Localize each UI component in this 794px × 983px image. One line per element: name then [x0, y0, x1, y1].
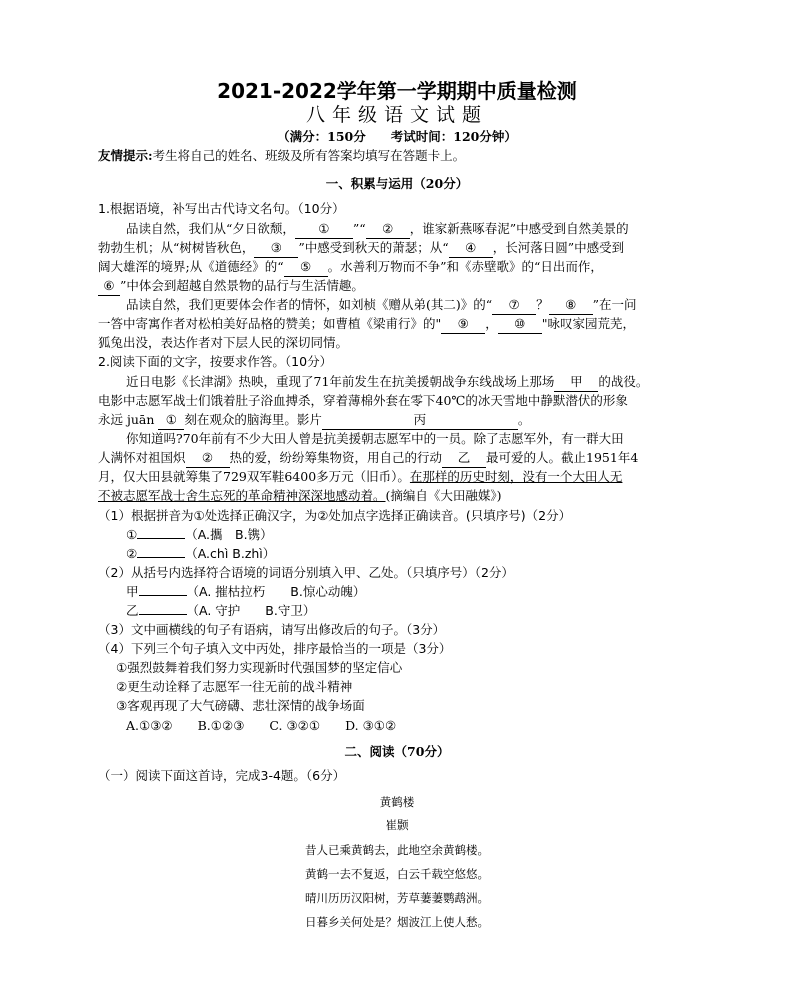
answer-options: （A.chì B.zhì） — [185, 546, 276, 561]
answer-blank-1: ① — [295, 220, 353, 239]
q2-sub-4: （4）下列三个句子填入文中丙处，排序最恰当的一项是（3分） — [98, 641, 452, 656]
q1-text: 阔大雄浑的境界;从《道德经》的“ — [98, 259, 284, 274]
q2-text: 月，仅大田县就筹集了729双军鞋6400多万元（旧币）。 — [98, 469, 410, 484]
answer-blank — [137, 557, 185, 558]
q1-line-6 — [98, 315, 635, 334]
q2-line-7 — [98, 487, 502, 505]
answer-label: ② — [126, 546, 138, 561]
option-sentence-3: ③客观再现了大气磅礴、悲壮深情的战争场面 — [116, 698, 365, 713]
answer-blank-9: ⑨ — [441, 315, 485, 334]
underlined-sentence: 在那样的历史时刻，没有一个大田人无 — [409, 469, 623, 484]
q2-text: 近日电影《长津湖》热映，重现了71年前发生在抗美援朝战争东线战场上那场 — [126, 374, 555, 389]
q1-text: ”中感受到秋天的萧瑟；从“ — [298, 240, 449, 255]
answer-blank-2: ② — [366, 220, 410, 239]
q2-line-4: 你知道吗?70年前有不少大田人曾是抗美援朝志愿军中的一员。除了志愿军外，有一群大田 — [126, 431, 624, 446]
tip-label: 友情提示: — [98, 148, 153, 163]
q2-stem: 2.阅读下面的文字，按要求作答。（10分） — [98, 354, 333, 369]
q2-text: 人满怀对祖国炽 — [98, 450, 186, 465]
q1-text: ，谁家新燕啄春泥”中感受到自然美景的 — [409, 221, 629, 236]
q2-text: 。 — [517, 412, 531, 427]
reading-intro: （一）阅读下面这首诗，完成3-4题。（6分） — [98, 768, 346, 783]
answer-blank-6: ⑥ — [98, 277, 120, 296]
q1-text: 一答中寄寓作者对松柏美好品格的赞美；如曹植《梁甫行》的" — [98, 316, 442, 331]
source-note: (摘编自《大田融媒》) — [385, 488, 502, 503]
answer-options: （A. 守护 B.守卫） — [186, 603, 316, 618]
q2-text: 刻在观众的脑海里。影片 — [184, 412, 322, 427]
blank-2: ② — [186, 449, 230, 468]
q1-text: 勃勃生机；从“树树皆秋色， — [98, 240, 255, 255]
option-sentence-2: ②更生动诠释了志愿军一往无前的战斗精神 — [116, 679, 353, 694]
poem-title: 黄鹤楼 — [379, 795, 415, 809]
q2-line-3 — [98, 411, 530, 430]
answer-blank-4: ④ — [449, 239, 493, 258]
answer-label: 乙 — [126, 603, 139, 618]
q2-text: 最可爱的人。截止1951年4 — [486, 450, 639, 465]
poem-author: 崔颢 — [385, 818, 409, 832]
q2-sub-2a — [126, 583, 365, 601]
answer-blank-8: ⑧ — [549, 296, 593, 315]
blank-bing: 丙 — [322, 411, 518, 430]
answer-blank-3: ③ — [254, 239, 298, 258]
answer-blank — [139, 614, 187, 615]
blank-1: ① — [158, 411, 184, 430]
q1-text: 品读自然，我们从“夕日欲颓， — [126, 221, 295, 236]
q2-sub-2: （2）从括号内选择符合语境的词语分别填入甲、乙处。（只填序号）（2分） — [98, 565, 514, 580]
exam-title: 2021-2022学年第一学期期中质量检测 — [217, 79, 577, 103]
section-2-heading: 二、阅读（70分） — [344, 744, 450, 759]
tip-text: 考生将自己的姓名、班级及所有答案均填写在答题卡上。 — [152, 148, 466, 163]
q1-line-5 — [126, 296, 637, 315]
q1-text: 品读自然，我们更要体会作者的情怀，如刘桢《赠从弟(其二)》的“ — [126, 297, 493, 312]
q1-text: ”“ — [352, 221, 366, 236]
poem-line: 晴川历历汉阳树，芳草萋萋鹦鹉洲。 — [305, 891, 489, 905]
underlined-sentence: 不被志愿军战士舍生忘死的革命精神深深地感动着。 — [98, 488, 386, 503]
section-1-heading: 一、积累与运用（20分） — [325, 176, 469, 191]
q2-line-5 — [98, 449, 638, 468]
blank-jia: 甲 — [554, 373, 598, 392]
option-sentence-1: ①强烈鼓舞着我们努力实现新时代强国梦的坚定信心 — [116, 660, 403, 675]
answer-blank-7: ⑦ — [492, 296, 536, 315]
answer-blank-5: ⑤ — [284, 258, 328, 277]
answer-label: 甲 — [126, 584, 139, 599]
q2-sub-1a — [126, 526, 273, 544]
q1-text: "咏叹家园荒芜， — [541, 316, 636, 331]
q2-text: 热的爱，纷纷筹集物资，用自己的行动 — [229, 450, 443, 465]
q1-text: 。水善利万物而不争”和《赤壁歌》的“日出而作， — [327, 259, 603, 274]
q1-line-2 — [98, 239, 624, 258]
poem-line: 黄鹤一去不复返，白云千载空悠悠。 — [305, 867, 489, 881]
blank-yi: 乙 — [442, 449, 486, 468]
answer-blank-10: ⑩ — [498, 315, 542, 334]
q1-text: ”中体会到超越自然景物的品行与生活情趣。 — [120, 278, 364, 293]
answer-options: （A. 摧枯拉朽 B.惊心动魄） — [186, 584, 366, 599]
q2-line-1 — [126, 373, 648, 392]
answer-blank — [137, 538, 185, 539]
q2-sub-1: （1）根据拼音为①处选择正确汉字，为②处加点字选择正确读音。(只填序号)（2分） — [98, 508, 572, 523]
q2-line-6 — [98, 468, 622, 486]
q2-line-2: 电影中志愿军战士们饿着肚子浴血搏杀，穿着薄棉外套在零下40℃的冰天雪地中静默潜伏的形象 — [98, 393, 628, 408]
q1-text: ，长河落日圆”中感受到 — [492, 240, 625, 255]
q1-line-3 — [98, 258, 603, 277]
answer-blank — [139, 595, 187, 596]
answer-label: ① — [126, 527, 138, 542]
q2-sub-2b — [126, 602, 315, 620]
q2-text: 的战役。 — [598, 374, 649, 389]
q2-sub-1b — [126, 545, 275, 563]
q1-line-7: 狐兔出没，表达作者对下层人民的深切同情。 — [98, 335, 349, 350]
q2-sub-3: （3）文中画横线的句子有语病，请写出修改后的句子。（3分） — [98, 622, 446, 637]
q1-line-4 — [98, 277, 364, 296]
tip-line — [98, 147, 465, 165]
answer-options: （A.攜 B.镌） — [185, 527, 273, 542]
choice-options: A.①③② B.①②③ C. ③②① D. ③①② — [126, 718, 397, 733]
q1-stem: 1.根据语境，补写出古代诗文名句。（10分） — [98, 201, 345, 216]
q2-text: 永远 juān — [98, 412, 159, 427]
q1-text: ， — [485, 316, 498, 331]
poem-line: 日暮乡关何处是？烟波江上使人愁。 — [305, 915, 489, 929]
q1-text: ”在一问 — [592, 297, 637, 312]
q1-text: ？ — [536, 297, 549, 312]
poem-line: 昔人已乘黄鹤去，此地空余黄鹤楼。 — [305, 843, 489, 857]
q1-line-1 — [126, 220, 629, 239]
exam-subtitle: 八年级语文试题 — [305, 104, 488, 126]
score-info: （满分：150分 考试时间：120分钟） — [277, 129, 517, 144]
